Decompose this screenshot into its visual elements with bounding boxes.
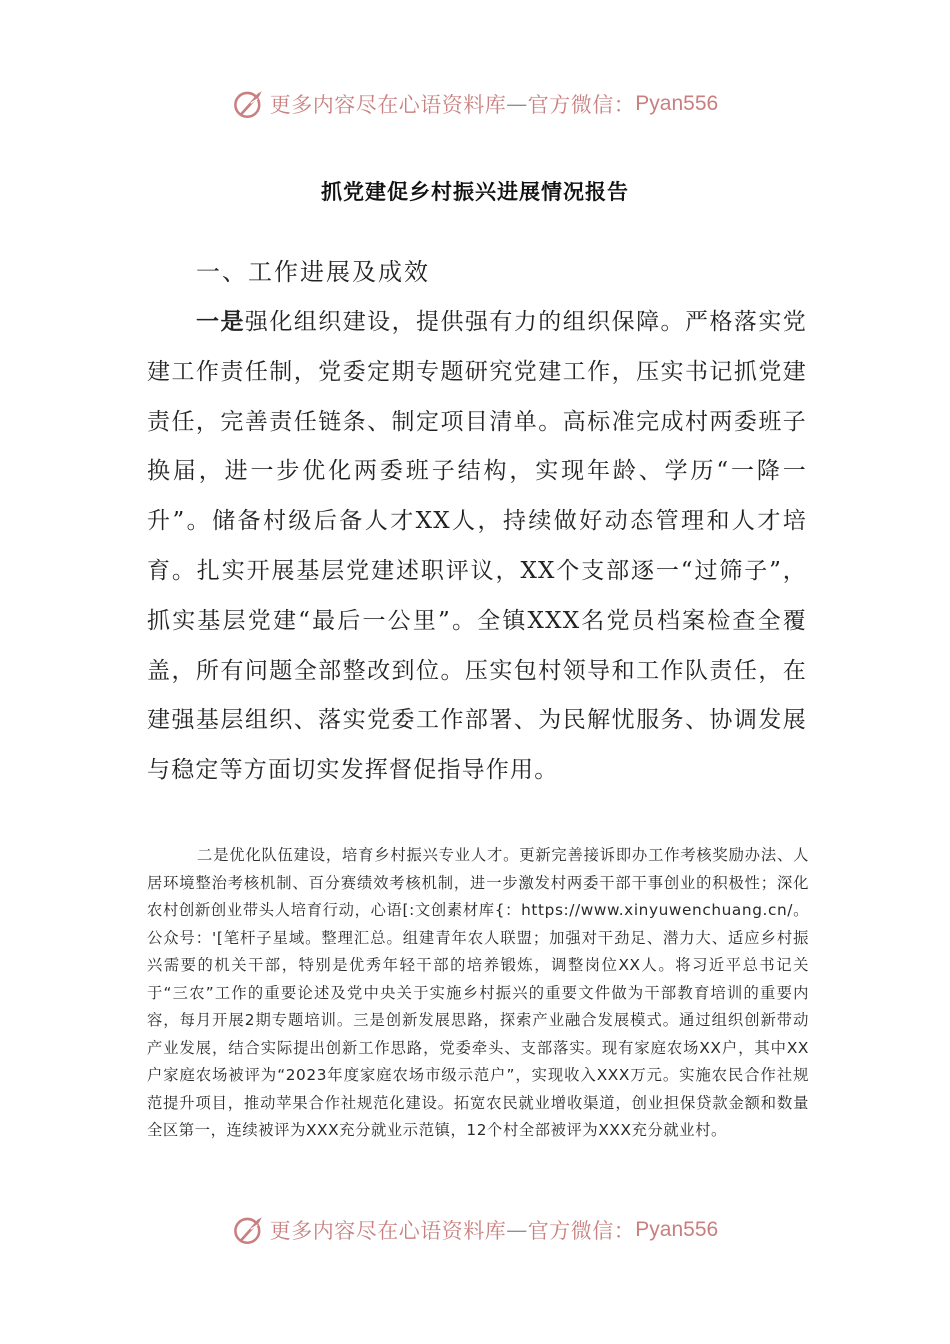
watermark-banner-top xyxy=(0,84,950,124)
watermark-id: Pyan556 xyxy=(635,1218,719,1241)
paragraph-1-lead: 一是 xyxy=(196,309,245,335)
quill-logo-icon xyxy=(232,87,266,121)
section-heading: 一、工作进展及成效 xyxy=(196,258,430,286)
document-title: 抓党建促乡村振兴进展情况报告 xyxy=(321,180,629,204)
quill-logo-icon xyxy=(232,1213,266,1247)
watermark-separator: — xyxy=(506,92,528,116)
watermark-label: 官方微信： xyxy=(527,1219,636,1243)
watermark-separator: — xyxy=(506,1218,528,1242)
paragraph-2: 二是优化队伍建设，培育乡村振兴专业人才。更新完善接诉即办工作考核奖励办法、人居环境整治考核机制、百分赛绩效考核机制，进一步激发村两委干部干事创业的积极性；深化农村创新创业带头人培育行动，心语[:文创素材库{：https://www.xinyuwenchuang.cn/。公众号：'[笔杆子星域。整理汇总。组建青年农人联盟；加强对干劲足、潜力大、适应乡村振兴需要的机关干部，特别是优秀年轻干部的培养锻炼，调整岗位XX人。将习近平总书记关于“三农”工作的重要论述及党中央关于实施乡村振兴的重要文件做为干部教育培训的重要内容，每月开展2期专题培训。三是创新发展思路，探索产业融合发展模式。通过组织创新带动产业发展，结合实际提出创新工作思路，党委牵头、支部落实。现有家庭农场XX户，其中XX户家庭农场被评为“2023年度家庭农场市级示范户”，实现收入XXX万元。实施农民合作社规范提升项目，推动苹果合作社规范化建设。拓宽农民就业增收渠道，创业担保贷款金额和数量全区第一，连续被评为XXX充分就业示范镇，12个村全部被评为XXX充分就业村。 xyxy=(147,846,809,1139)
watermark-label: 官方微信： xyxy=(527,93,636,117)
paragraph-1 xyxy=(147,298,807,796)
paragraph-1-body: 强化组织建设，提供强有力的组织保障。严格落实党建工作责任制，党委定期专题研究党建工作，压实书记抓党建责任，完善责任链条、制定项目清单。高标准完成村两委班子换届，进一步优化两委班子结构，实现年龄、学历“一降一升”。储备村级后备人才XX人，持续做好动态管理和人才培育。扎实开展基层党建述职评议，XX个支部逐一“过筛子”，抓实基层党建“最后一公里”。全镇XXX名党员档案检查全覆盖，所有问题全部整改到位。压实包村领导和工作队责任，在建强基层组织、落实党委工作部署、为民解忧服务、协调发展与稳定等方面切实发挥督促指导作用。 xyxy=(147,309,807,784)
watermark-id: Pyan556 xyxy=(635,92,719,115)
watermark-text: 更多内容尽在心语资料库 xyxy=(269,1219,507,1243)
watermark-text: 更多内容尽在心语资料库 xyxy=(269,93,507,117)
watermark-banner-bottom xyxy=(0,1210,950,1250)
